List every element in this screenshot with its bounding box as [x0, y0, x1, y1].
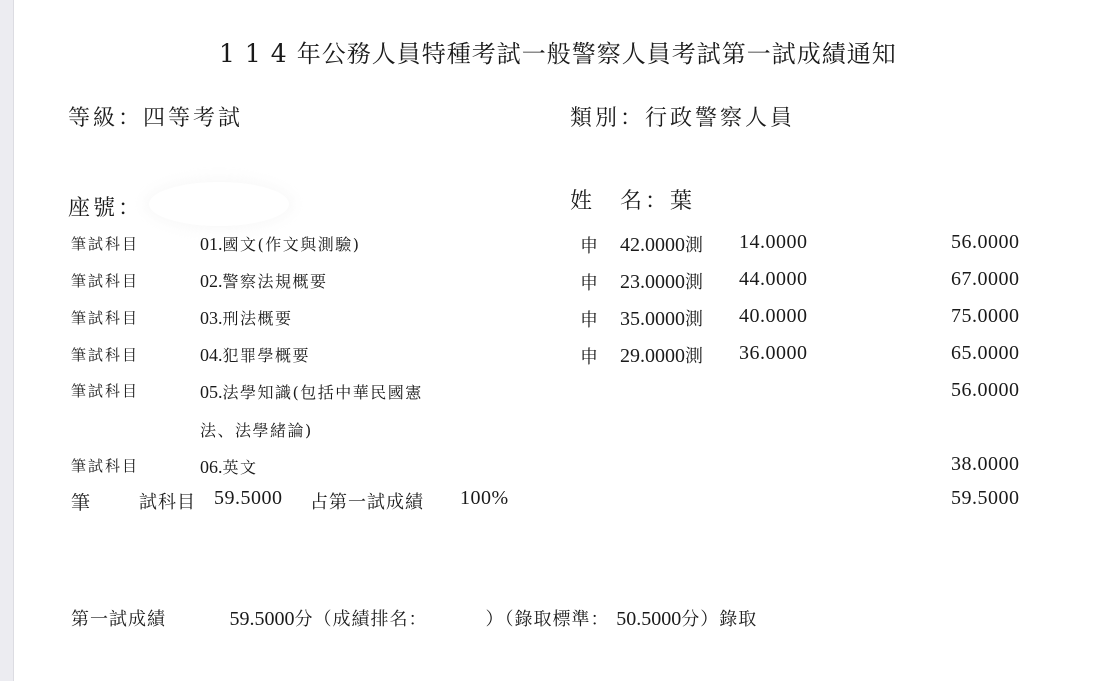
essay-marker: 申 [580, 236, 598, 257]
rank-close: ） [485, 609, 505, 630]
subject-name: 04.犯罪學概要 [200, 345, 311, 365]
exam-level [68, 101, 243, 132]
summary-label-b: 試科目 [139, 492, 196, 513]
candidate-name [570, 184, 695, 215]
subject-total: 56.0000 [951, 231, 1020, 253]
subject-total: 75.0000 [951, 305, 1020, 327]
subject-type-label: 筆試科目 [71, 457, 140, 475]
test-score: 36.0000 [739, 342, 808, 364]
summary-total: 59.5000 [951, 487, 1020, 509]
viewer-left-edge [0, 0, 14, 681]
name-label: 姓 名： [570, 189, 671, 214]
category-label: 類別： [570, 106, 646, 131]
test-score: 40.0000 [739, 305, 808, 327]
subject-type-label: 筆試科目 [71, 309, 140, 327]
name-value: 葉 [670, 189, 696, 214]
essay-marker: 申 [580, 273, 598, 294]
test-score: 14.0000 [739, 231, 808, 253]
essay-score: 35.0000測 [620, 308, 703, 330]
rank-open: （成績排名： [313, 609, 428, 630]
subject-name: 02.警察法規概要 [200, 271, 328, 291]
summary-weight-pct: 100% [460, 487, 509, 509]
test-score: 44.0000 [739, 268, 808, 290]
result-score-unit: 分 [294, 609, 314, 630]
subject-total: 65.0000 [951, 342, 1020, 364]
subject-type-label: 筆試科目 [71, 346, 140, 364]
subject-type-label: 筆試科目 [71, 272, 140, 290]
level-label: 等級： [68, 106, 144, 131]
subject-name: 03.刑法概要 [200, 308, 293, 328]
standard-close: ） [700, 609, 720, 630]
exam-category [570, 101, 795, 132]
seat-number [68, 191, 143, 222]
subject-total: 67.0000 [951, 268, 1020, 290]
first-exam-result [71, 605, 757, 631]
subject-type-label: 筆試科目 [71, 235, 140, 253]
essay-score: 42.0000測 [620, 234, 703, 256]
essay-score: 23.0000測 [620, 271, 703, 293]
subject-total: 56.0000 [951, 379, 1020, 401]
score-notice-page [14, 0, 1101, 681]
page-title [219, 34, 897, 69]
subject-total: 38.0000 [951, 453, 1020, 475]
category-value: 行政警察人員 [645, 106, 796, 131]
summary-label-a: 筆 [71, 492, 91, 514]
summary-average: 59.5000 [214, 487, 283, 509]
essay-marker: 申 [580, 310, 598, 331]
essay-marker: 申 [580, 347, 598, 368]
title-text: 年公務人員特種考試一般警察人員考試第一試成績通知 [296, 40, 897, 68]
standard-open: （錄取標準： [504, 609, 610, 630]
result-score: 59.5000 [229, 608, 295, 630]
subject-name: 05.法學知識(包括中華民國憲 [200, 382, 423, 402]
subject-name: 01.國文(作文與測驗) [200, 234, 361, 254]
standard-score: 50.5000 [616, 608, 682, 630]
title-year: 114 [219, 39, 297, 68]
essay-score: 29.0000測 [620, 345, 703, 367]
summary-weight-text: 占第一試成績 [310, 492, 424, 513]
result-label: 第一試成績 [71, 609, 166, 630]
standard-unit: 分 [681, 609, 701, 630]
level-value: 四等考試 [143, 106, 244, 131]
seat-label: 座號： [68, 196, 144, 221]
redacted-seat-number [149, 182, 289, 226]
admission-status: 錄取 [719, 609, 758, 630]
subject-name-continued: 法、法學緒論) [200, 421, 313, 440]
subject-name: 06.英文 [200, 457, 258, 477]
subject-type-label: 筆試科目 [71, 382, 140, 400]
